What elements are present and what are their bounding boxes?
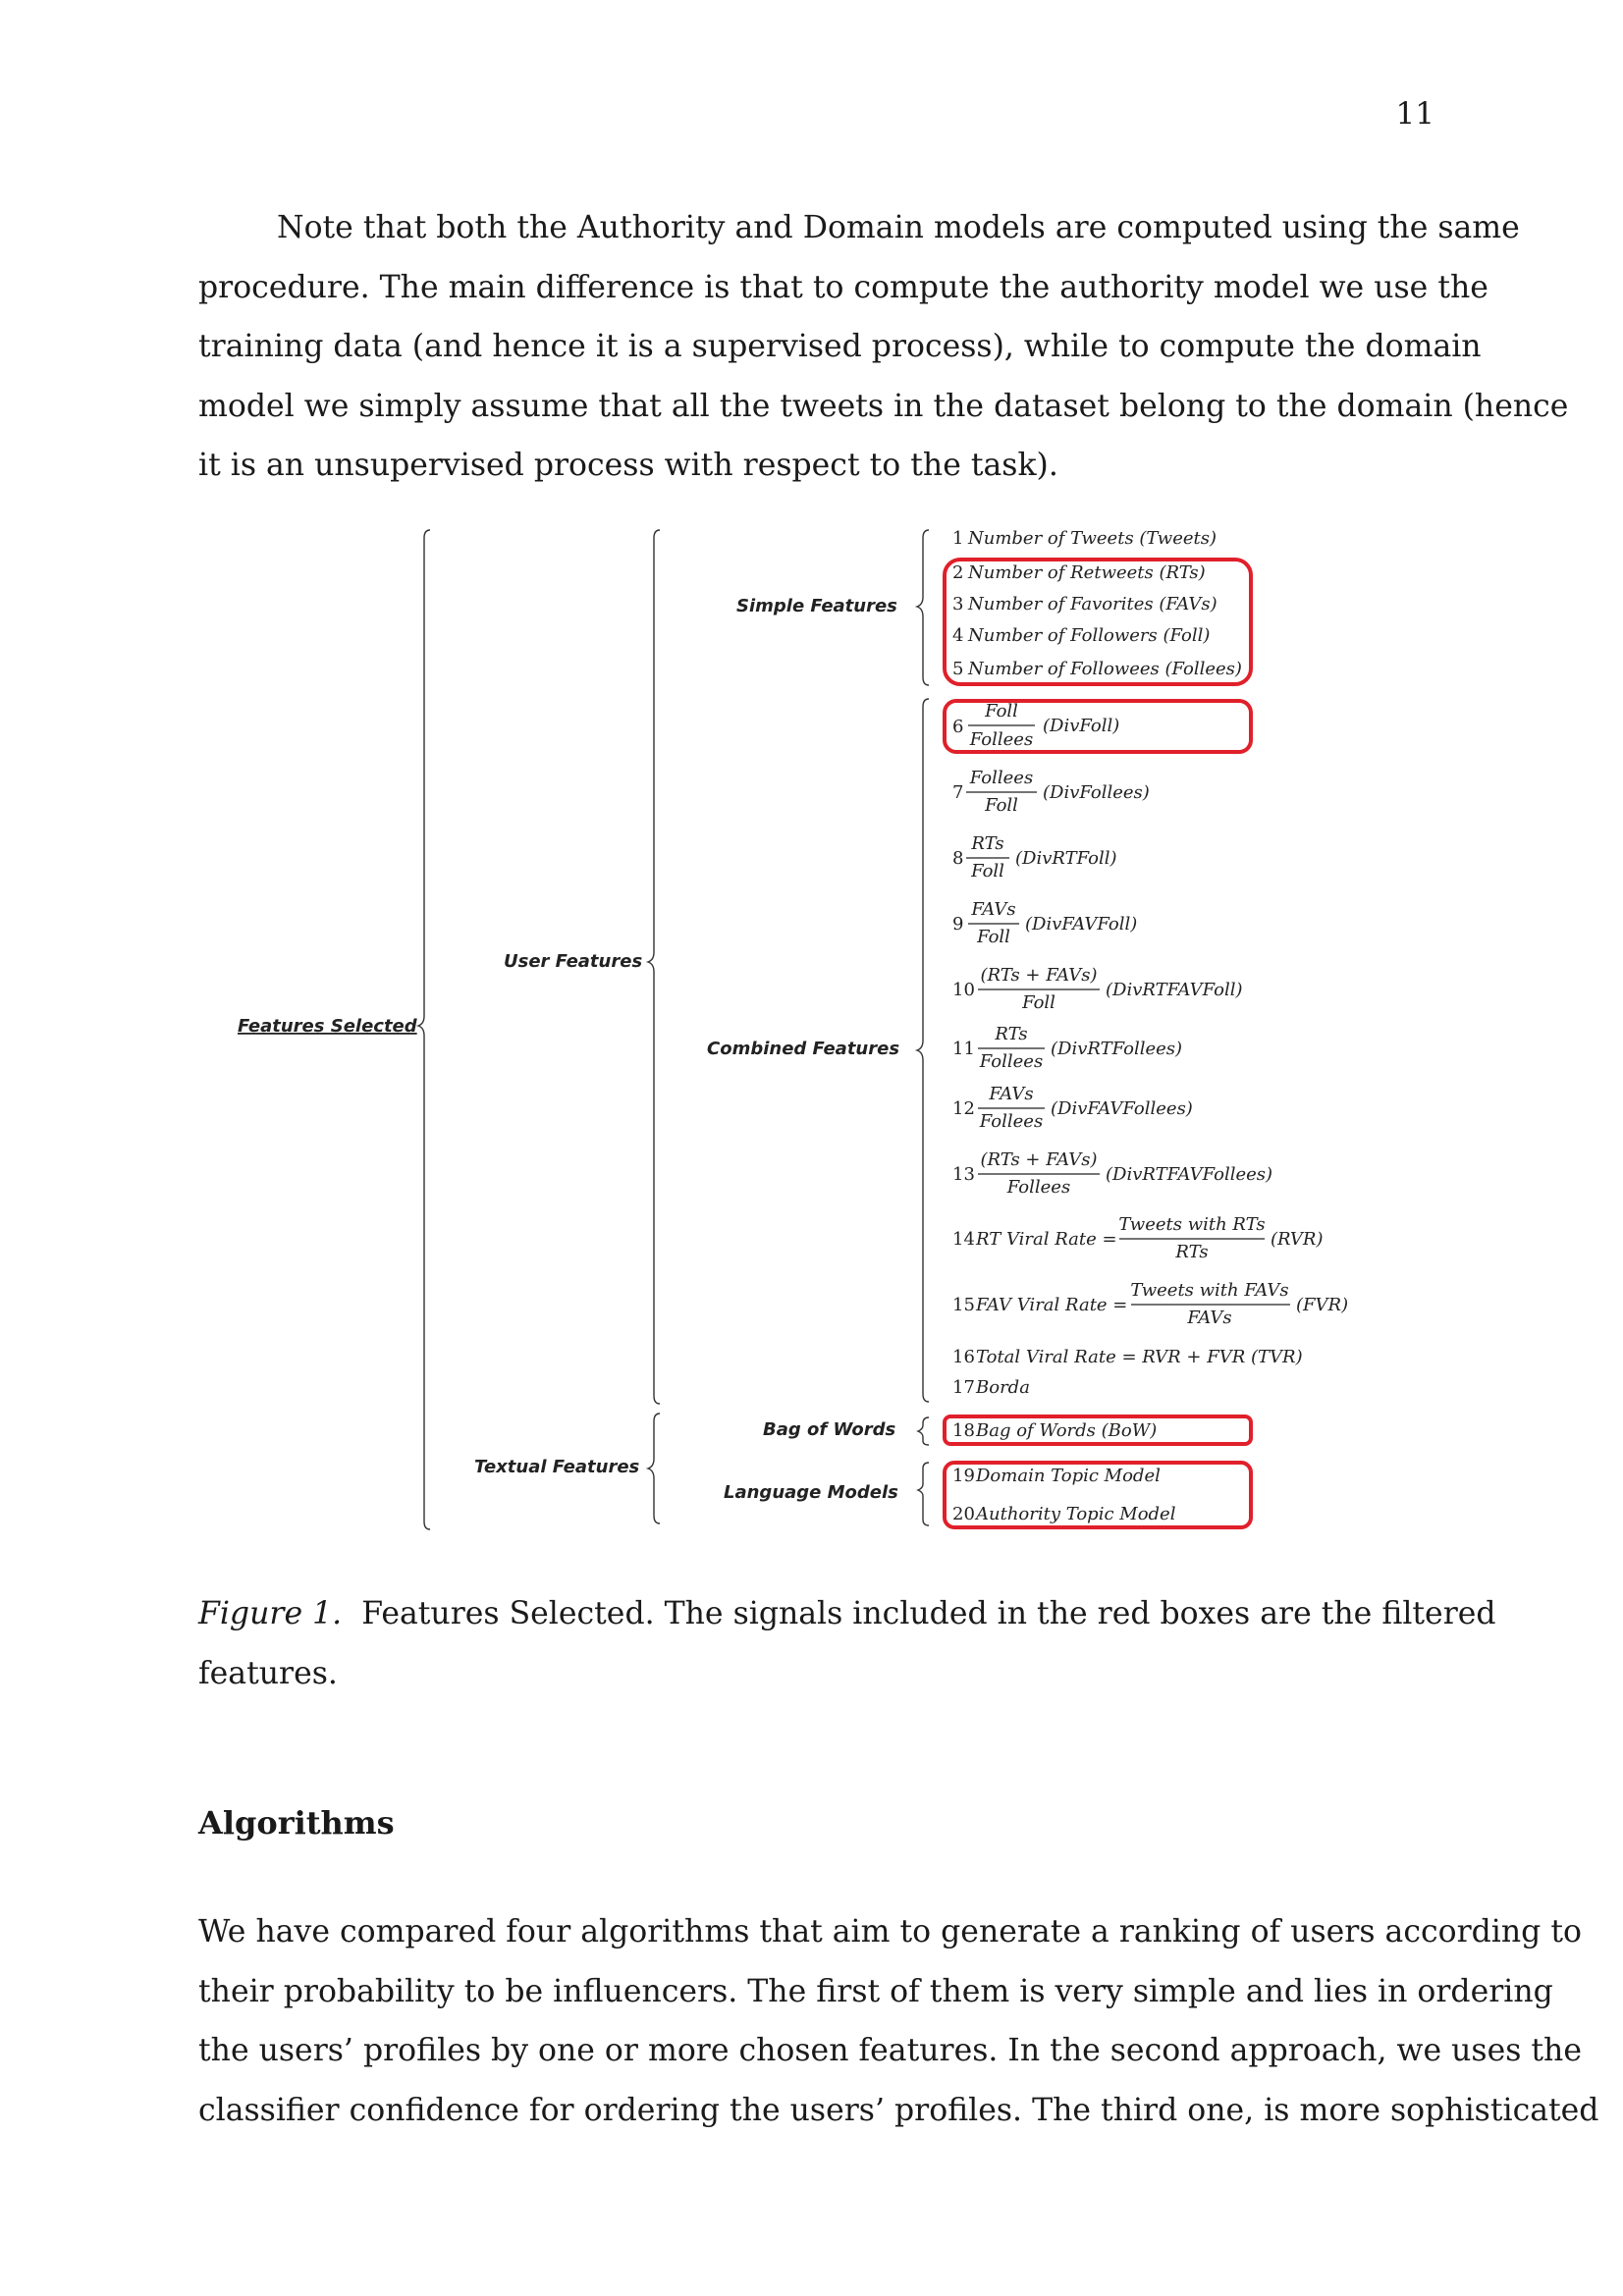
feature-1: [952, 528, 1217, 549]
combined-brace: [917, 699, 929, 1402]
group-label-bow: Bag of Words: [763, 1419, 896, 1440]
text-line: training data (and hence it is a supervised process), while to compute the domain: [198, 329, 1482, 364]
svg-text:Number of Favorites (FAVs): Number of Favorites (FAVs): [968, 594, 1217, 614]
svg-text:11: 11: [952, 1039, 975, 1059]
svg-text:(DivRTFAVFollees): (DivRTFAVFollees): [1106, 1164, 1273, 1185]
text-line: it is an unsupervised process with respect to the task).: [198, 448, 1058, 483]
feature-16: [952, 1347, 1303, 1367]
paragraph-algorithms: [198, 1902, 1599, 2140]
svg-text:(DivRTFAVFoll): (DivRTFAVFoll): [1106, 980, 1243, 1000]
svg-text:1: 1: [952, 528, 964, 549]
figure-caption: [198, 1584, 1496, 1703]
text-line: the users’ profiles by one or more chosen features. In the second approach, we uses the: [198, 2033, 1582, 2068]
root-brace: [418, 530, 430, 1529]
text-line: classifier confidence for ordering the users’ profiles. The third one, is more sophisticated: [198, 2092, 1599, 2128]
svg-text:(DivFAVFoll): (DivFAVFoll): [1025, 914, 1138, 934]
svg-text:Foll: Foll: [971, 861, 1004, 881]
svg-text:(DivFAVFollees): (DivFAVFollees): [1051, 1098, 1193, 1119]
svg-text:RTs: RTs: [1175, 1242, 1209, 1262]
svg-text:20: 20: [952, 1504, 975, 1524]
svg-text:FAVs: FAVs: [971, 899, 1016, 920]
svg-text:(RVR): (RVR): [1271, 1229, 1324, 1250]
group-label-combined: Combined Features: [707, 1039, 900, 1059]
caption-text-2: features.: [198, 1655, 338, 1691]
feature-13: [952, 1149, 1272, 1198]
svg-text:2: 2: [952, 562, 964, 583]
svg-text:15: 15: [952, 1295, 975, 1315]
svg-text:(RTs + FAVs): (RTs + FAVs): [980, 1149, 1098, 1170]
svg-text:19: 19: [952, 1466, 975, 1486]
group-label-lm: Language Models: [724, 1482, 898, 1503]
simple-brace: [917, 530, 929, 685]
svg-text:(DivFoll): (DivFoll): [1043, 716, 1120, 736]
feature-18: [952, 1420, 1157, 1441]
svg-text:12: 12: [952, 1098, 975, 1119]
group-label-user: User Features: [504, 951, 643, 972]
feature-2: [952, 562, 1206, 583]
svg-text:14: 14: [952, 1229, 975, 1250]
textual-brace: [648, 1414, 660, 1523]
svg-text:7: 7: [952, 782, 964, 803]
svg-text:Tweets with RTs: Tweets with RTs: [1118, 1214, 1266, 1235]
svg-text:10: 10: [952, 980, 975, 1000]
page-number: 11: [1395, 96, 1434, 132]
user-brace: [648, 530, 660, 1404]
svg-text:Foll: Foll: [977, 927, 1010, 947]
svg-text:Total Viral Rate = RVR + FVR (: Total Viral Rate = RVR + FVR (TVR): [976, 1347, 1303, 1367]
svg-text:RTs: RTs: [995, 1024, 1028, 1044]
feature-14: [952, 1214, 1324, 1262]
bow-brace: [918, 1417, 929, 1445]
caption-text: Features Selected. The signals included in the red boxes are the filtered: [361, 1596, 1496, 1631]
svg-text:18: 18: [952, 1420, 975, 1441]
svg-text:Foll: Foll: [985, 795, 1018, 816]
feature-10: [952, 965, 1243, 1013]
svg-text:(DivFollees): (DivFollees): [1043, 782, 1150, 803]
feature-9: [952, 899, 1137, 947]
section-heading: Algorithms: [198, 1804, 395, 1842]
svg-text:FAVs: FAVs: [989, 1084, 1034, 1104]
svg-text:6: 6: [952, 717, 964, 737]
feature-20: [952, 1504, 1176, 1524]
svg-text:3: 3: [952, 594, 964, 614]
svg-text:9: 9: [952, 914, 964, 934]
feature-15: [952, 1280, 1348, 1328]
caption-label: Figure 1.: [198, 1596, 343, 1631]
svg-text:Follees: Follees: [969, 768, 1034, 788]
svg-text:Authority Topic Model: Authority Topic Model: [976, 1504, 1176, 1524]
feature-3: [952, 594, 1217, 614]
svg-text:Follees: Follees: [1006, 1177, 1071, 1198]
svg-text:Foll: Foll: [985, 701, 1018, 721]
feature-6: [952, 701, 1119, 750]
svg-text:Tweets with FAVs: Tweets with FAVs: [1130, 1280, 1289, 1301]
svg-text:RTs: RTs: [971, 833, 1004, 854]
text-line: procedure. The main difference is that to compute the authority model we use the: [198, 269, 1488, 305]
svg-text:Bag of Words (BoW): Bag of Words (BoW): [976, 1420, 1158, 1441]
svg-text:8: 8: [952, 848, 964, 869]
feature-11: [952, 1024, 1182, 1072]
text-line: We have compared four algorithms that aim to generate a ranking of users according to: [198, 1914, 1582, 1949]
group-label-textual: Textual Features: [474, 1457, 640, 1477]
text-line: model we simply assume that all the tweets in the dataset belong to the domain (hence: [198, 388, 1569, 424]
svg-text:Borda: Borda: [976, 1377, 1030, 1398]
svg-text:Foll: Foll: [1022, 992, 1055, 1013]
svg-text:Number of Retweets (RTs): Number of Retweets (RTs): [968, 562, 1206, 583]
svg-text:(RTs + FAVs): (RTs + FAVs): [980, 965, 1098, 986]
feature-17: [952, 1377, 1030, 1398]
svg-text:(FVR): (FVR): [1296, 1295, 1349, 1315]
svg-text:Domain Topic Model: Domain Topic Model: [976, 1466, 1161, 1486]
feature-5: [952, 659, 1242, 679]
svg-text:17: 17: [952, 1377, 975, 1398]
svg-text:16: 16: [952, 1347, 975, 1367]
svg-text:FAV Viral Rate =: FAV Viral Rate =: [976, 1295, 1128, 1315]
lm-brace: [918, 1463, 929, 1525]
svg-text:5: 5: [952, 659, 964, 679]
svg-text:Number of Followers (Foll): Number of Followers (Foll): [968, 625, 1211, 646]
svg-text:Follees: Follees: [979, 1111, 1044, 1132]
svg-text:13: 13: [952, 1164, 975, 1185]
feature-7: [952, 768, 1150, 816]
svg-text:Follees: Follees: [969, 729, 1034, 750]
group-label-simple: Simple Features: [736, 596, 897, 616]
feature-19: [952, 1466, 1161, 1486]
feature-12: [952, 1084, 1193, 1132]
svg-text:Number of Followees (Follees): Number of Followees (Follees): [968, 659, 1242, 679]
svg-text:Number of Tweets (Tweets): Number of Tweets (Tweets): [968, 528, 1217, 549]
feature-8: [952, 833, 1117, 881]
svg-text:FAVs: FAVs: [1187, 1308, 1232, 1328]
root-label: Features Selected: [238, 1016, 417, 1037]
svg-text:Follees: Follees: [979, 1051, 1044, 1072]
svg-text:(DivRTFoll): (DivRTFoll): [1015, 848, 1117, 869]
svg-text:(DivRTFollees): (DivRTFollees): [1051, 1039, 1183, 1059]
text-line: Note that both the Authority and Domain models are computed using the same: [277, 210, 1520, 245]
svg-text:RT Viral Rate =: RT Viral Rate =: [976, 1229, 1117, 1250]
text-line: their probability to be influencers. The first of them is very simple and lies in ordering: [198, 1973, 1553, 2009]
feature-4: [952, 625, 1210, 646]
svg-text:4: 4: [952, 625, 964, 646]
